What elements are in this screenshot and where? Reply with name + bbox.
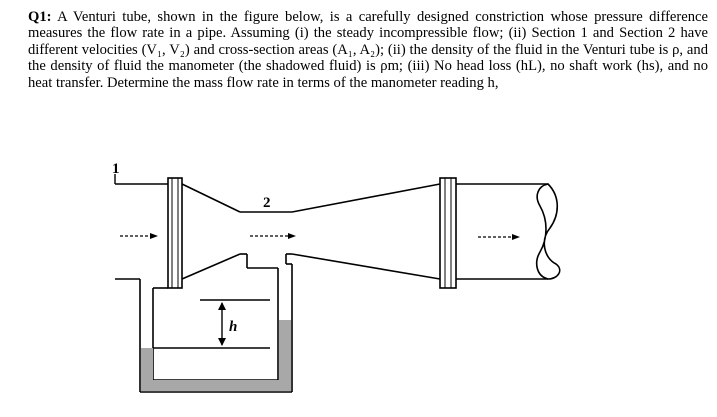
manometer-fluid-right [279, 320, 291, 380]
question-body: A Venturi tube, shown in the figure below, is a carefully designed constriction whose pressure difference measures the flow rate in a pipe. Assuming (i) the steady incompressible flow; (ii) Section 1 and Section 2 have different velocities (V₁, V₂) and cross-section areas (A₁, A₂); (ii) the density of the fluid in the Venturi tube is ρ, and the density of fluid the manometer (the shadowed fluid) is ρm; (iii) No head loss (hL), no shaft work (hs), and no heat transfer. Determine the mass flow rate in terms of the manometer reading h, [28, 9, 708, 91]
left-flange [168, 178, 182, 288]
section-1-label: 1 [112, 161, 120, 177]
question-label: Q1: [28, 9, 52, 25]
right-flange [440, 178, 456, 288]
manometer-fluid-bottom [141, 380, 291, 391]
section-2-label: 2 [263, 195, 271, 211]
manometer-reading-label: h [229, 319, 238, 335]
